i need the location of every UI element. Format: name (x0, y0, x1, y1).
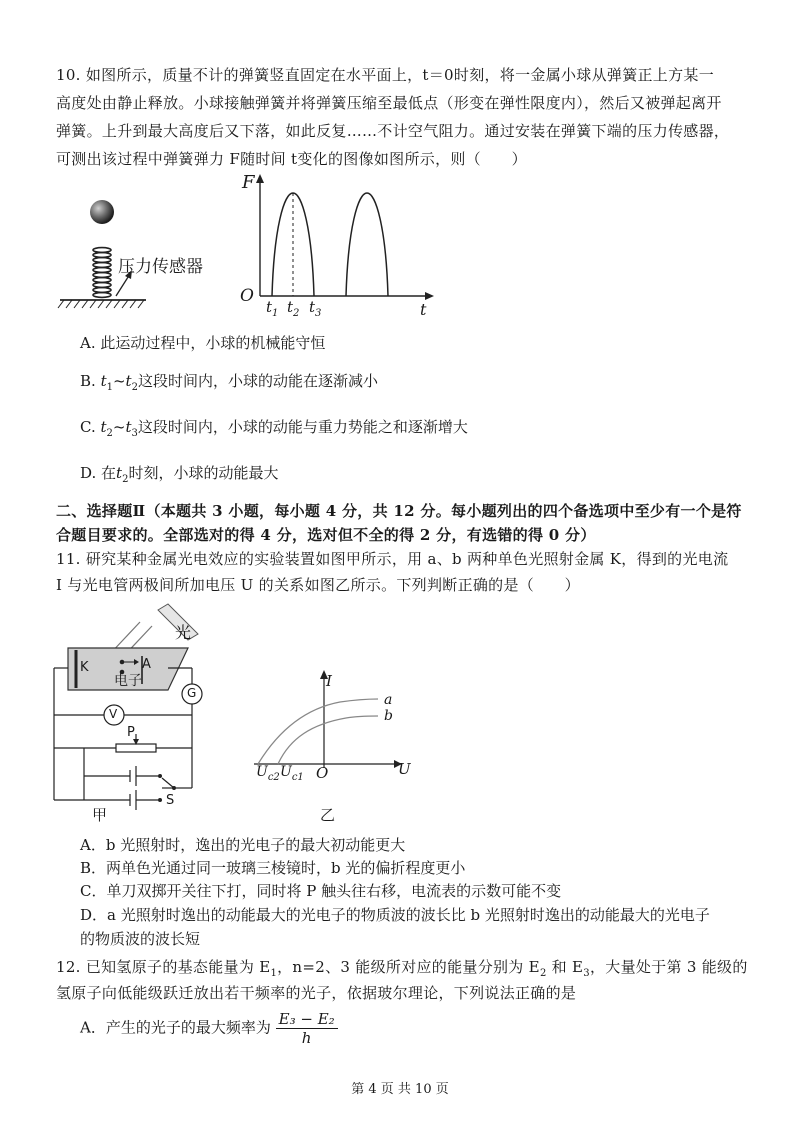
q10-option-d: D. 在$t_2$时刻，小球的动能最大 (80, 464, 279, 485)
q11-option-d-line-2: 的物质波的波长短 (80, 930, 201, 948)
curve-a (258, 699, 378, 764)
uc2-label: $U_{c2}$ (256, 764, 280, 783)
sensor-label: 压力传感器 (118, 257, 203, 277)
G-meter-label: G (187, 686, 197, 700)
rheostat (116, 744, 156, 752)
origin-O-label: O (240, 286, 254, 306)
S-label: S (166, 793, 175, 808)
axis-t-label: t (420, 300, 427, 319)
frequency-fraction: $\frac{\text{E₃ − E₂}}{h}$ (276, 1010, 338, 1047)
q10-option-c: C. $t_2\sim t_3$这段时间内，小球的动能与重力势能之和逐渐增大 (80, 418, 468, 439)
q11-option-a: A．b 光照射时，逸出的光电子的最大初动能更大 (80, 836, 406, 854)
q11-line-2: I 与光电管两极间所加电压 U 的关系如图乙所示。下列判断正确的是（ ） (56, 576, 580, 594)
force-hump-2 (346, 193, 388, 296)
q10-force-time-graph (232, 168, 442, 320)
uc1-label: $U_{c1}$ (280, 764, 304, 783)
q10-line-3: 弹簧。上升到最大高度后又下落，如此反复……不计空气阻力。通过安装在弹簧下端的压力传感器， (56, 122, 730, 140)
fig-yi-caption: 乙 (320, 806, 336, 824)
q10-option-a: A. 此运动过程中，小球的机械能守恒 (80, 334, 326, 352)
section2-header-line-2: 合题目要求的。全部选对的得 4 分，选对但不全的得 2 分，有选错的得 0 分） (56, 526, 596, 544)
light-label: 光 (175, 623, 192, 642)
cathode-K-label: K (80, 660, 89, 675)
q10-line-4: 可测出该过程中弹簧弹力 F随时间 t变化的图像如图所示，则（ ） (56, 150, 527, 168)
t3-label: $t_3$ (309, 298, 322, 319)
q11-line-1: 11. 研究某种金属光电效应的实验装置如图甲所示，用 a、b 两种单色光照射金属 K，得到的光电流 (56, 550, 729, 568)
section2-header-line-1: 二、选择题Ⅱ（本题共 3 小题，每小题 4 分，共 12 分。每小题列出的四个备选项中至少有一个是符 (56, 502, 742, 520)
axis-F-label: F (242, 172, 255, 193)
page-footer: 第 4 页 共 10 页 (351, 1082, 449, 1097)
force-hump-1 (272, 193, 314, 296)
V-meter-label: V (109, 707, 118, 721)
q12-line-2: 氢原子向低能级跃迁放出若干频率的光子，依据玻尔理论，下列说法正确的是 (56, 984, 577, 1002)
q11-option-c: C．单刀双掷开关往下打，同时将 P 触头往右移，电流表的示数可能不变 (80, 882, 562, 900)
q10-option-b: B. $t_1\sim t_2$这段时间内，小球的动能在逐渐减小 (80, 372, 378, 393)
curve-a-label: a (384, 692, 393, 708)
q12-option-a: A．产生的光子的最大频率为 $\frac{\text{E₃ − E₂}}{h}$ (80, 1010, 338, 1047)
q12-line-1: 12. 已知氢原子的基态能量为 $E_1$，n=2、3 能级所对应的能量分别为 $E_2$ 和 $E_3$，大量处于第 3 能级的 (56, 958, 748, 979)
origin-O-label-yi: O (316, 764, 329, 782)
q11-circuit-diagram (40, 600, 250, 825)
t2-label: $t_2$ (287, 298, 300, 319)
metal-ball (90, 200, 114, 224)
q11-option-d-line-1: D．a 光照射时逸出的动能最大的光电子的物质波的波长比 b 光照射时逸出的动能最大的光电子 (80, 906, 710, 924)
q10-line-1: 10. 如图所示，质量不计的弹簧竖直固定在水平面上，t＝0时刻，将一金属小球从弹簧正上方某一 (56, 66, 714, 84)
anode-A-label: A (142, 657, 151, 672)
fig-jia-caption: 甲 (92, 806, 108, 824)
axis-I-label: I (326, 672, 332, 690)
axis-U-label: U (398, 760, 411, 778)
spring (93, 248, 111, 298)
electron-label: 电子 (114, 673, 142, 689)
q10-line-2: 高度处由静止释放。小球接触弹簧并将弹簧压缩至最低点（形变在弹性限度内），然后又被弹起离开 (56, 94, 722, 112)
q10-spring-figure (50, 188, 230, 313)
q11-option-b: B．两单色光通过同一玻璃三棱镜时，b 光的偏折程度更小 (80, 859, 466, 877)
P-label: P (127, 725, 135, 740)
t1-label: $t_1$ (266, 298, 279, 319)
curve-b-label: b (384, 708, 393, 724)
